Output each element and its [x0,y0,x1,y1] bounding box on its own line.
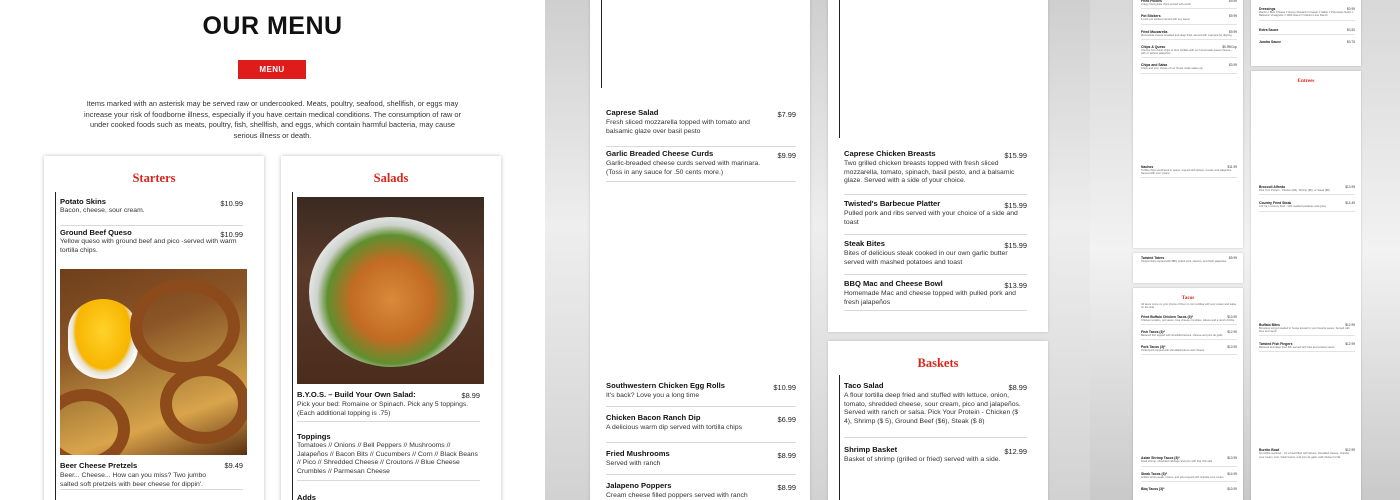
baskets-heading: Baskets [917,356,959,370]
menu-item [606,475,796,500]
item-description: Beer... Cheese... How can you miss? Two jumbo salted soft pretzels with beer cheese for dippin'. [60,472,207,488]
item-name: Jalapeno Poppers [606,481,672,490]
menu-item [1141,329,1237,340]
item-name: Caprese Salad [606,108,659,117]
menu-item [606,147,796,182]
item-price: $8.99 [777,451,796,460]
item-description: Boneless wings breaded in house tossed in your favorite sauce. Served with fries and ranch [1259,326,1350,333]
menu-item [844,195,1027,235]
item-price: $5.99/Cup [1222,44,1237,49]
menu-item [844,381,1027,438]
divider-line [601,0,602,88]
menu-item [844,438,1027,468]
menu-item [1141,62,1237,73]
item-price: $14.49 [1345,201,1355,206]
menu-button[interactable]: MENU [238,60,306,79]
item-name: Bbq Tacos (3)* [1141,487,1165,492]
divider-line [292,192,293,500]
menu-page-panel [0,0,545,500]
item-price: $9.99 [1229,0,1237,3]
item-description: Tomatoes // Onions // Bell Peppers // Mushrooms // Jalapeños // Bacon Bits // Cucumbers // Corn // Black Beans // Pico // Shredded Cheese // Croutons // Blue Cheese Crumbles // Parmesan Cheese [297,442,478,475]
item-name: Chicken Bacon Ranch Dip [606,413,701,422]
item-description: Tsisted chips topped with BBQ pulled pork, cilantro, and fresh jalapeños [1141,260,1227,263]
menu-sheet [1133,253,1243,283]
item-price: $7.99 [777,110,796,119]
allergy-disclaimer: Items marked with an asterisk may be served raw or undercooked. Meats, poultry, seafood, shellfish, or eggs may increase your risk of foodborne illness, especially if you have certain medical conditions. The consumption of raw or under cooked foods such as meats, poultry, fish, shellfish, and eggs, which contain harmful bacteria, may cause serious illness or death. [84,99,461,140]
menu-item [606,108,796,147]
menu-sheet [828,0,1048,332]
item-name: Jumbo Sauce [1259,39,1282,44]
item-description: Tortilla chips smothered in queso, topped with lettuce, tomato and jalapeños. Served with sour cream. [1141,168,1232,176]
item-name: Asian Shrimp Tacos (3)* [1141,456,1180,461]
item-price: $10.99 [220,199,243,208]
item-name: Pork Tacos (3)* [1141,345,1166,350]
menu-item [1259,447,1355,461]
entrees-card [1251,71,1361,500]
divider-line [839,0,840,138]
menu-sheet [1251,0,1361,66]
item-description: Pulled pork and ribs served with your choice of a side and toast [844,210,1018,226]
item-price: $6.99 [777,415,796,424]
item-name: Toppings [297,432,331,442]
item-price: $9.99 [1229,256,1237,260]
item-description: Pulled pork topped with shredded lettuce and cheese [1141,349,1205,353]
item-description: Bites of delicious steak cooked in our own garlic butter served with mashed potatoes and toast [844,250,1008,266]
item-name: Shrimp Basket [844,445,898,454]
menu-item [1141,314,1237,325]
item-description: Mozzarella cheese breaded and deep fried, served with marinara for dipping [1141,33,1232,37]
item-price: $12.99 [1004,447,1027,456]
menu-item [297,481,480,500]
menu-sheet [1133,0,1243,248]
item-name: Fried Buffalo Chicken Tacos (3)* [1141,314,1193,319]
item-name: Twisted's Barbecue Platter [844,199,941,208]
item-description: Garlic-breaded cheese curds served with marinara. (Toss in any sauce for .50 cents more.) [606,160,761,176]
menu-item [1259,322,1355,337]
item-name: Steak Bites [844,239,885,248]
menu-item [1141,486,1237,493]
item-price: $8.99 [461,391,480,400]
item-name: Broccoli Alfredo [1259,185,1286,189]
item-description: Battered and deep fried fish served with fries and a tartar sauce [1259,346,1335,350]
item-name: Southwestern Chicken Egg Rolls [606,381,725,390]
item-name: Taco Salad [844,381,884,390]
menu-item [1141,44,1237,59]
item-name: Ground Beef Queso [60,228,132,237]
item-price: $10.99 [773,383,796,392]
item-description: Pick your bed: Romaine or Spinach. Pick any 5 toppings. (Each additional topping is .75) [297,401,469,417]
starters-heading: Starters [132,171,176,185]
item-price: $10.99 [1227,314,1237,319]
menu-item [606,443,796,475]
item-price: $0.99 [1347,7,1355,11]
menu-sheet [590,0,810,500]
menu-page-panel [1090,0,1400,500]
menu-item [60,196,243,226]
starters-card [44,156,264,500]
baskets-card [828,341,1048,500]
item-price: $15.99 [1004,151,1027,160]
item-price: $10.99 [1227,345,1237,350]
item-description: Ranch // Bleu Cheese // Honey Mustard // Caesar // Italian // Parmesan Garlic // Balsamic Vinaigrette // 1000 Island // Cilantro Lime Ranch [1259,11,1354,18]
item-description: Yellow queso with ground beef and pico -served with warm tortilla chips. [60,238,237,254]
menu-item [606,407,796,443]
item-name: Twisted Fish Fingers [1259,342,1293,347]
item-price: $13.99 [1004,281,1027,290]
item-description: Chips and your choice of our house made salsa cup [1141,67,1203,71]
divider-line [839,375,840,500]
item-price: $9.99 [777,151,796,160]
item-name: Fish Tacos (3)* [1141,329,1165,334]
menu-item [1259,184,1355,195]
item-description: A flour tortilla deep fried and stuffed with lettuce, onion, tomato, shredded cheese, sour cream, pico and jalapeños. Served with ranch or salsa. Pick Your Protein - Chicken ($ 4), Shrimp ($ 5), Ground Beef ($6), Steak ($ 8) [844,392,1021,425]
menu-item [844,275,1027,311]
divider-line [55,192,56,500]
item-name: Garlic Breaded Cheese Curds [606,149,714,158]
item-name: Country Fried Steak [1259,201,1292,206]
tacos-card [1133,288,1243,500]
pretzel-photo [60,269,247,455]
menu-item [297,422,480,480]
menu-item [844,235,1027,275]
item-price: $0.50 [1347,27,1355,32]
item-description: It's back? Love you a long time [606,392,700,399]
menu-item [1141,344,1237,355]
item-price: $12.99 [1345,342,1355,347]
menu-item [60,461,243,490]
item-price: $3.99 [1229,63,1237,68]
item-name: Chips & Queso [1141,44,1166,49]
item-price: $12.99 [1345,322,1355,327]
item-name: BBQ Mac and Cheese Bowl [844,279,943,288]
item-price: $9.49 [224,461,243,470]
item-price: $14.99 [1227,471,1237,476]
item-description: Served with ranch [606,460,661,467]
menu-item [1141,455,1237,466]
page-title: OUR MENU [202,12,343,40]
item-name: Caprese Chicken Breasts [844,149,936,158]
item-description: 6 pork pot stickers served with soy sauce [1141,18,1190,22]
item-price: $13.99 [1227,456,1237,461]
item-description: Choose from fresh chips or flour tortillas with our homemade queso cheese - with or without jalapeños [1141,48,1232,56]
item-price: $11.99 [1227,164,1237,169]
menu-item [1259,6,1355,21]
item-description: Basket of shrimp (grilled or fried) served with a side. [844,456,1001,463]
item-price: $0.75 [1347,39,1355,44]
item-name: Adds [297,492,316,500]
item-name: Steak Tacos (3)* [1141,471,1167,476]
menu-page-panel [545,0,1090,500]
item-name: Pot Stickers [1141,14,1161,19]
item-price: $10.99 [1227,487,1237,492]
menu-item [1259,341,1355,352]
item-price: $15.99 [1004,201,1027,210]
item-name: Burrito Bowl [1259,448,1280,453]
salads-heading: Salads [373,171,409,185]
salad-photo [297,197,484,384]
tacos-note: All tacos come on your choice of flour or corn tortillas with sour cream and salsa on the side. [1141,303,1236,310]
item-description: No tortilla required... It's a bowl filled with lettuce, shredded cheese, chipotle sour cream, corn, black beans, and pico de gallo. Add chicken for $4 [1259,452,1350,459]
item-description: Chicken tenders, red sauce, blue cheese crumbles, lettuce and a ranch drizzle [1141,318,1235,322]
item-name: Buffalo Bites [1259,322,1280,327]
menu-item [1259,200,1355,211]
item-description: Fresh sliced mozzarella topped with tomato and balsamic glaze over basil pesto [606,119,750,135]
entrees-heading: Entrees [1297,78,1315,84]
item-description: Homemade Mac and cheese topped with pulled pork and fresh jalapeños [844,290,1016,306]
item-name: Extra Sauce [1259,27,1279,32]
menu-item [297,390,480,422]
item-name: B.Y.O.S. – Build Your Own Salad: [297,390,416,399]
menu-item [60,226,243,263]
item-name: Nachos [1141,164,1154,169]
item-name: Fried Mushrooms [606,449,670,458]
item-description: Crispy fried pickle chips served with ranch [1141,3,1192,6]
item-name: Potato Skins [60,197,106,206]
item-price: $12.99 [1227,329,1237,334]
item-description: Bacon, cheese, sour cream. [60,207,145,214]
menu-item [1141,29,1237,40]
item-price: $9.99 [1229,14,1237,19]
item-description: A delicious warm dip served with tortilla chips [606,424,742,431]
item-description: Battered fish topped with shredded lettuce, cheese and pico de gallo [1141,333,1223,337]
item-name: Twisted Taters [1141,256,1165,260]
tacos-heading: Tacos [1181,295,1195,301]
item-description: Grilled sirloin steak, onions, and pico topped with chipotle sour cream [1141,475,1224,479]
menu-item [1141,0,1237,9]
item-description: Fried shrimp, shredded cabbage and pico with thai chili aioli [1141,460,1213,464]
menu-item [1259,27,1355,35]
item-description: Cream cheese filled poppers served with ranch [606,492,748,499]
item-description: Pick Your Protein - Chicken ($4), Shrimp ($5), or Steak ($8) [1259,189,1330,192]
item-price: $8.99 [1008,383,1027,392]
item-name: Fried Mozzarella [1141,29,1168,34]
salads-card [281,156,501,500]
item-price: $13.99 [1345,185,1355,189]
item-price: $12.99 [1345,448,1355,453]
menu-item [606,381,796,407]
menu-item [1141,164,1237,179]
item-description: Two grilled chicken breasts topped with fresh sliced mozzarella, tomato, spinach, basil pesto, and a balsamic glaze. Served with a side of your choice. [844,160,1015,185]
item-name: Dressings [1259,7,1276,11]
item-name: Chips and Salsa [1141,63,1168,68]
item-name: Beer Cheese Pretzels [60,461,138,470]
item-description: A lil' bit o country fried - with mashed potatoes and gravy [1259,205,1327,209]
menu-item [1141,13,1237,24]
menu-item [1141,471,1237,482]
item-price: $10.99 [220,230,243,239]
item-price: $9.99 [1229,29,1237,34]
menu-item [1141,255,1237,265]
menu-item [1259,39,1355,46]
menu-item [844,149,1027,195]
item-price: $8.99 [777,483,796,492]
item-name: Fried Pickles [1141,0,1162,3]
item-price: $15.99 [1004,241,1027,250]
